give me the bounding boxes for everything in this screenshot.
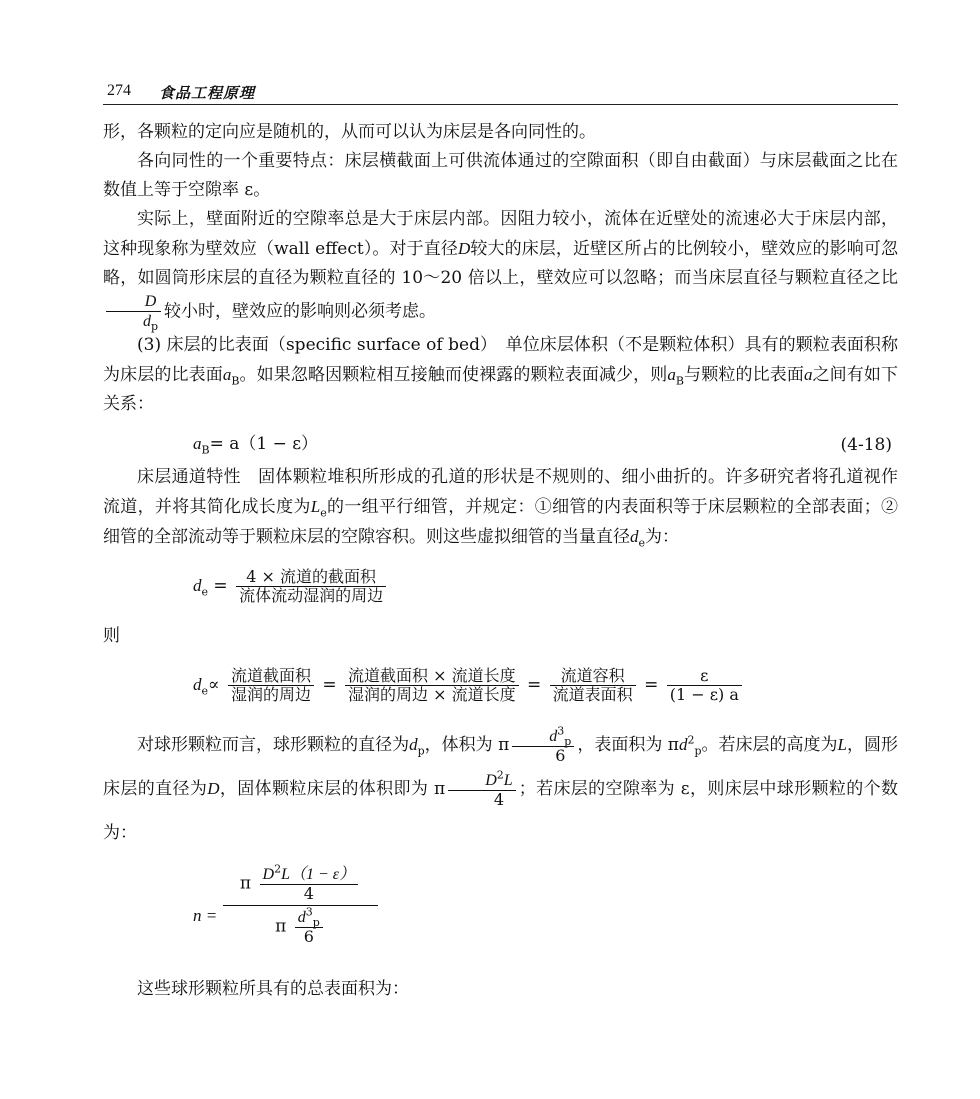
inner-fraction-top [260, 862, 359, 903]
var-aB: a [193, 434, 202, 453]
text: 的一组平行细管，并规定：①细管的内表面积等于床层颗粒的全部表面；②细管的全部流动等于颗粒床层的空隙容积。则这些虚拟细管的当量直径 [103, 497, 899, 547]
subscript: e [201, 585, 209, 599]
paragraph-1: 形，各颗粒的定向应是随机的，从而可以认为床层是各向同性的。 [103, 122, 596, 142]
text: ，圆形床层的直径为 [103, 735, 899, 799]
var-Le: L [310, 497, 321, 516]
fraction-1 [228, 667, 314, 704]
fraction-denominator [223, 906, 378, 946]
equation-proportional [193, 667, 898, 713]
book-title: 食品工程原理 [159, 84, 256, 102]
page-number: 274 [107, 82, 131, 99]
var-n: n = [193, 906, 218, 925]
expression: L（1 − ε） [281, 866, 356, 883]
fraction-denominator: 湿润的周边 × 流道长度 [348, 685, 516, 704]
pi-symbol: π [275, 916, 287, 937]
volume-fraction [512, 724, 574, 765]
fraction-numerator [223, 862, 378, 906]
var-a: a [803, 365, 813, 384]
fraction-denominator: 6 [555, 745, 566, 765]
fraction-denominator: 4 [493, 789, 505, 809]
fraction-numerator [260, 862, 359, 885]
equation-4-18 [103, 429, 898, 463]
text: 与颗粒的比表面 [684, 365, 804, 385]
subscript: B [201, 443, 210, 457]
text: 床层通道特性 固体颗粒堆积所形成的孔道的形状是不规则的、细小曲折的。许多研究者将孔道视作流道，并将其简化成长度为 [103, 467, 898, 517]
fraction-3 [550, 667, 636, 704]
superscript: 2 [687, 733, 695, 747]
text: 。如果忽略因颗粒相互接触而使裸露的颗粒表面减少，则 [239, 365, 668, 385]
subscript: e [320, 506, 327, 520]
proportional-sign: ∝ [208, 675, 220, 695]
page-body [103, 118, 898, 1004]
text: 。若床层的高度为 [701, 735, 838, 755]
var-d: d [549, 727, 558, 745]
equation-de [193, 568, 898, 612]
var-D: D [457, 239, 471, 258]
fraction-numerator: 流道容积 [550, 667, 636, 686]
paragraph-4 [103, 331, 898, 419]
superscript: 2 [496, 768, 504, 782]
fraction-numerator: 流道截面积 × 流道长度 [345, 667, 519, 686]
fraction-numerator: D [106, 293, 161, 312]
fraction-denominator: (1 − ε) a [669, 685, 739, 704]
equals-sign: = [527, 675, 542, 695]
var-D: D [262, 866, 275, 883]
text: 之间有如下关系： [103, 365, 899, 414]
superscript: 3 [305, 905, 313, 919]
text: 对球形颗粒而言，球形颗粒的直径为 [137, 735, 410, 755]
subscript: B [675, 374, 685, 388]
text: 为： [645, 527, 680, 547]
fraction-numerator: 流道截面积 [228, 667, 314, 686]
fraction-denominator: 6 [303, 927, 314, 946]
var-dp: d [409, 735, 418, 754]
subscript: e [201, 684, 209, 698]
paragraph-2: 各向同性的一个重要特点：床层横截面上可供流体通过的空隙面积（即自由截面）与床层截面之比在数值上等于空隙率 ε。 [103, 151, 898, 200]
fraction-denominator: 湿润的周边 [230, 685, 311, 704]
text: (3) 床层的比表面（specific surface of bed） 单位床层体积（不是颗粒体积）具有的颗粒表面积称为床层的比表面 [103, 335, 898, 385]
fraction-numerator [295, 905, 323, 930]
text: 实际上，壁面附近的空隙率总是大于床层内部。因阻力较小，流体在近壁处的流速必大于床层内部，这种现象称为壁效应（wall effect）。对于直径 [103, 209, 898, 259]
bed-volume-fraction [448, 768, 515, 809]
page-header [103, 80, 898, 105]
equals-sign: = [322, 675, 337, 695]
var-d: d [143, 313, 151, 330]
subscript: p [694, 744, 702, 758]
ratio-fraction [106, 293, 161, 334]
superscript: 3 [557, 724, 565, 738]
equation-number: (4-18) [840, 435, 892, 455]
inner-fraction-bottom [295, 905, 323, 946]
var-L: L [503, 771, 513, 789]
fraction-numerator [448, 768, 515, 791]
fraction-numerator [512, 724, 574, 748]
text: ；若床层的空隙率为 ε，则床层中球形颗粒的个数为： [103, 779, 899, 843]
var-de: d [193, 576, 202, 595]
fraction-denominator: 流体流动湿润的周边 [239, 586, 384, 605]
fraction-denominator: 流道表面积 [552, 685, 633, 704]
equals-sign: = [213, 576, 228, 596]
subscript: e [638, 536, 646, 550]
paragraph-3 [103, 205, 898, 334]
equation-n [193, 862, 898, 965]
subscript: B [231, 374, 240, 388]
var-D: D [485, 771, 497, 789]
equation-rhs: = a（1 − ε） [209, 434, 319, 454]
fraction-numerator: 4 × 流道的截面积 [236, 568, 386, 587]
text: ，表面积为 π [577, 735, 679, 755]
subscript: p [417, 744, 425, 758]
pi-symbol: π [239, 873, 252, 894]
fraction-denominator: 4 [303, 884, 314, 903]
subscript: p [312, 916, 320, 930]
text: ，固体颗粒床层的体积即为 π [219, 779, 446, 799]
fraction-2 [345, 667, 519, 704]
then-label: 则 [103, 626, 120, 646]
de-fraction [236, 568, 386, 605]
var-de: d [630, 527, 639, 546]
fraction-numerator: ε [667, 667, 742, 686]
var-d: d [678, 735, 688, 754]
subscript: p [564, 734, 572, 748]
text: 较小时，壁效应的影响则必须考虑。 [164, 301, 437, 322]
fraction-denominator [106, 312, 161, 334]
text: ，体积为 π [424, 735, 510, 755]
var-d: d [297, 909, 306, 926]
var-D: D [207, 779, 220, 798]
var-L: L [837, 735, 848, 754]
paragraph-5 [103, 463, 898, 552]
equals-sign: = [644, 675, 659, 695]
equation-body [193, 434, 319, 457]
superscript: 2 [274, 862, 282, 876]
var-aB: a [222, 365, 232, 384]
var-aB: a [667, 365, 676, 384]
paragraph-7: 这些球形颗粒所具有的总表面积为： [137, 979, 409, 999]
var-de: d [193, 675, 202, 694]
fraction-4 [667, 667, 742, 704]
paragraph-6 [103, 723, 898, 855]
text: 较大的床层，近壁区所占的比例较小，壁效应的影响可忽略，如圆筒形床层的直径为颗粒直径的 10～20 倍以上，壁效应可以忽略；而当床层直径与颗粒直径之比 [103, 239, 898, 288]
n-fraction [223, 862, 378, 946]
subscript: p [151, 320, 159, 334]
